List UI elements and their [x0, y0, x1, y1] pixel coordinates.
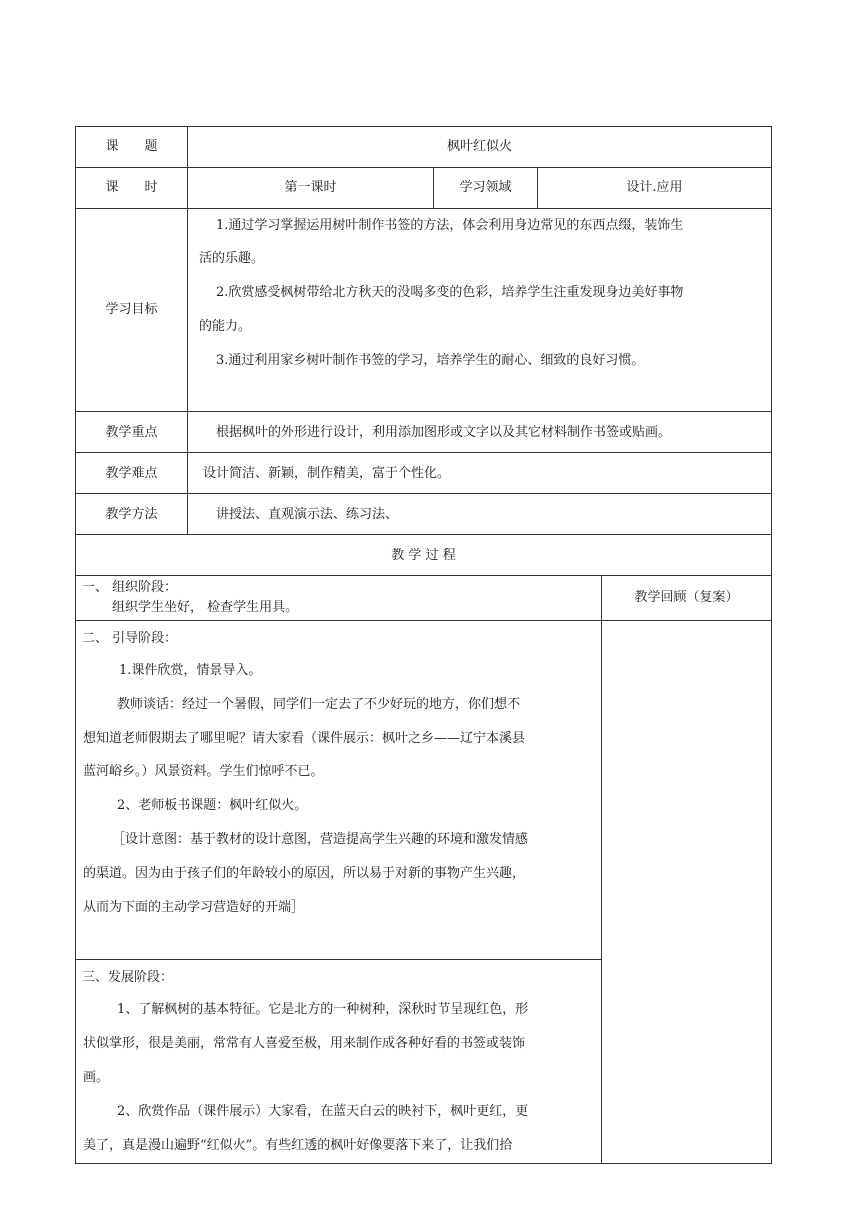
objectives-label: 学习目标 — [105, 302, 158, 317]
domain-value: 设计.应用 — [626, 180, 683, 195]
row-divider — [75, 452, 772, 453]
stage2-line: 教师谈话：经过一个暑假，同学们一定去了不少好玩的地方，你们想不 — [117, 697, 521, 712]
methods-label: 教学方法 — [105, 507, 158, 522]
domain-label: 学习领域 — [459, 180, 512, 195]
review-label: 教学回顾（复案） — [634, 590, 739, 605]
period-label: 课 时 — [105, 180, 158, 195]
stage2-line: ［设计意图：基于教材的设计意图，营造提高学生兴趣的环境和激发情感 — [112, 832, 529, 847]
stage2-line: 2、老师板书课题：枫叶红似火。 — [117, 798, 308, 813]
stage2-line: 想知道老师假期去了哪里呢？请大家看（课件展示：枫叶之乡——辽宁本溪县 — [83, 731, 526, 746]
key-points-label: 教学重点 — [105, 425, 158, 440]
row-divider — [75, 167, 772, 168]
table-border-right — [771, 126, 772, 1164]
row-divider — [75, 620, 772, 621]
row-divider — [75, 959, 601, 960]
process-title: 教 学 过 程 — [391, 548, 456, 563]
objective-line: 的能力。 — [199, 319, 252, 334]
stage2-line: 1.课件欣赏，情景导入。 — [119, 663, 262, 678]
stage3-line: 1、了解枫树的基本特征。它是北方的一种树种，深秋时节呈现红色，形 — [117, 1002, 529, 1017]
key-points-value: 根据枫叶的外形进行设计，利用添加图形或文字以及其它材料制作书签或贴画。 — [216, 425, 672, 440]
row-divider — [75, 493, 772, 494]
table-border-top — [75, 126, 772, 127]
objective-line: 1.通过学习掌握运用树叶制作书签的方法，体会利用身边常见的东西点缀，装饰生 — [216, 218, 684, 233]
stage3-line: 美了，真是漫山遍野“红似火”。有些红透的枫叶好像要落下来了，让我们拾 — [83, 1138, 513, 1153]
table-border-left — [75, 126, 76, 1164]
table-border-bottom — [75, 1163, 772, 1164]
stage2-heading: 二、 引导阶段： — [82, 631, 178, 646]
objective-line: 活的乐趣。 — [199, 251, 265, 266]
stage1-line: 组织学生坐好， 检查学生用具。 — [112, 600, 299, 615]
objective-line: 3.通过利用家乡树叶制作书签的学习，培养学生的耐心、细致的良好习惯。 — [216, 353, 645, 368]
row-divider — [75, 208, 772, 209]
objective-line: 2.欣赏感受枫树带给北方秋天的没喝多变的色彩，培养学生注重发现身边美好事物 — [216, 285, 684, 300]
stage2-line: 从而为下面的主动学习营造好的开端］ — [83, 900, 305, 915]
stage3-heading: 三、发展阶段： — [82, 970, 174, 985]
row-divider — [75, 575, 772, 576]
review-column-divider — [601, 575, 602, 1164]
row-divider — [75, 411, 772, 412]
methods-value: 讲授法、直观演示法、练习法、 — [216, 507, 399, 522]
difficulties-value: 设计简洁、新颖，制作精美，富于个性化。 — [203, 466, 451, 481]
stage3-line: 画。 — [83, 1070, 110, 1085]
stage2-line: 的渠道。因为由于孩子们的年龄较小的原因，所以易于对新的事物产生兴趣， — [83, 866, 526, 881]
stage3-line: 2、欣赏作品（课件展示）大家看，在蓝天白云的映衬下，枫叶更红，更 — [117, 1104, 529, 1119]
stage2-line: 蓝河峪乡。）风景资料。学生们惊呼不已。 — [83, 764, 324, 779]
period-value: 第一课时 — [284, 180, 337, 195]
topic-label: 课 题 — [105, 139, 158, 154]
stage3-line: 状似掌形，很是美丽，常常有人喜爱至极，用来制作成各种好看的书签或装饰 — [83, 1036, 526, 1051]
stage1-heading: 一、 组织阶段： — [82, 580, 178, 595]
topic-value: 枫叶红似火 — [446, 139, 512, 154]
difficulties-label: 教学难点 — [105, 466, 158, 481]
row-divider — [75, 534, 772, 535]
